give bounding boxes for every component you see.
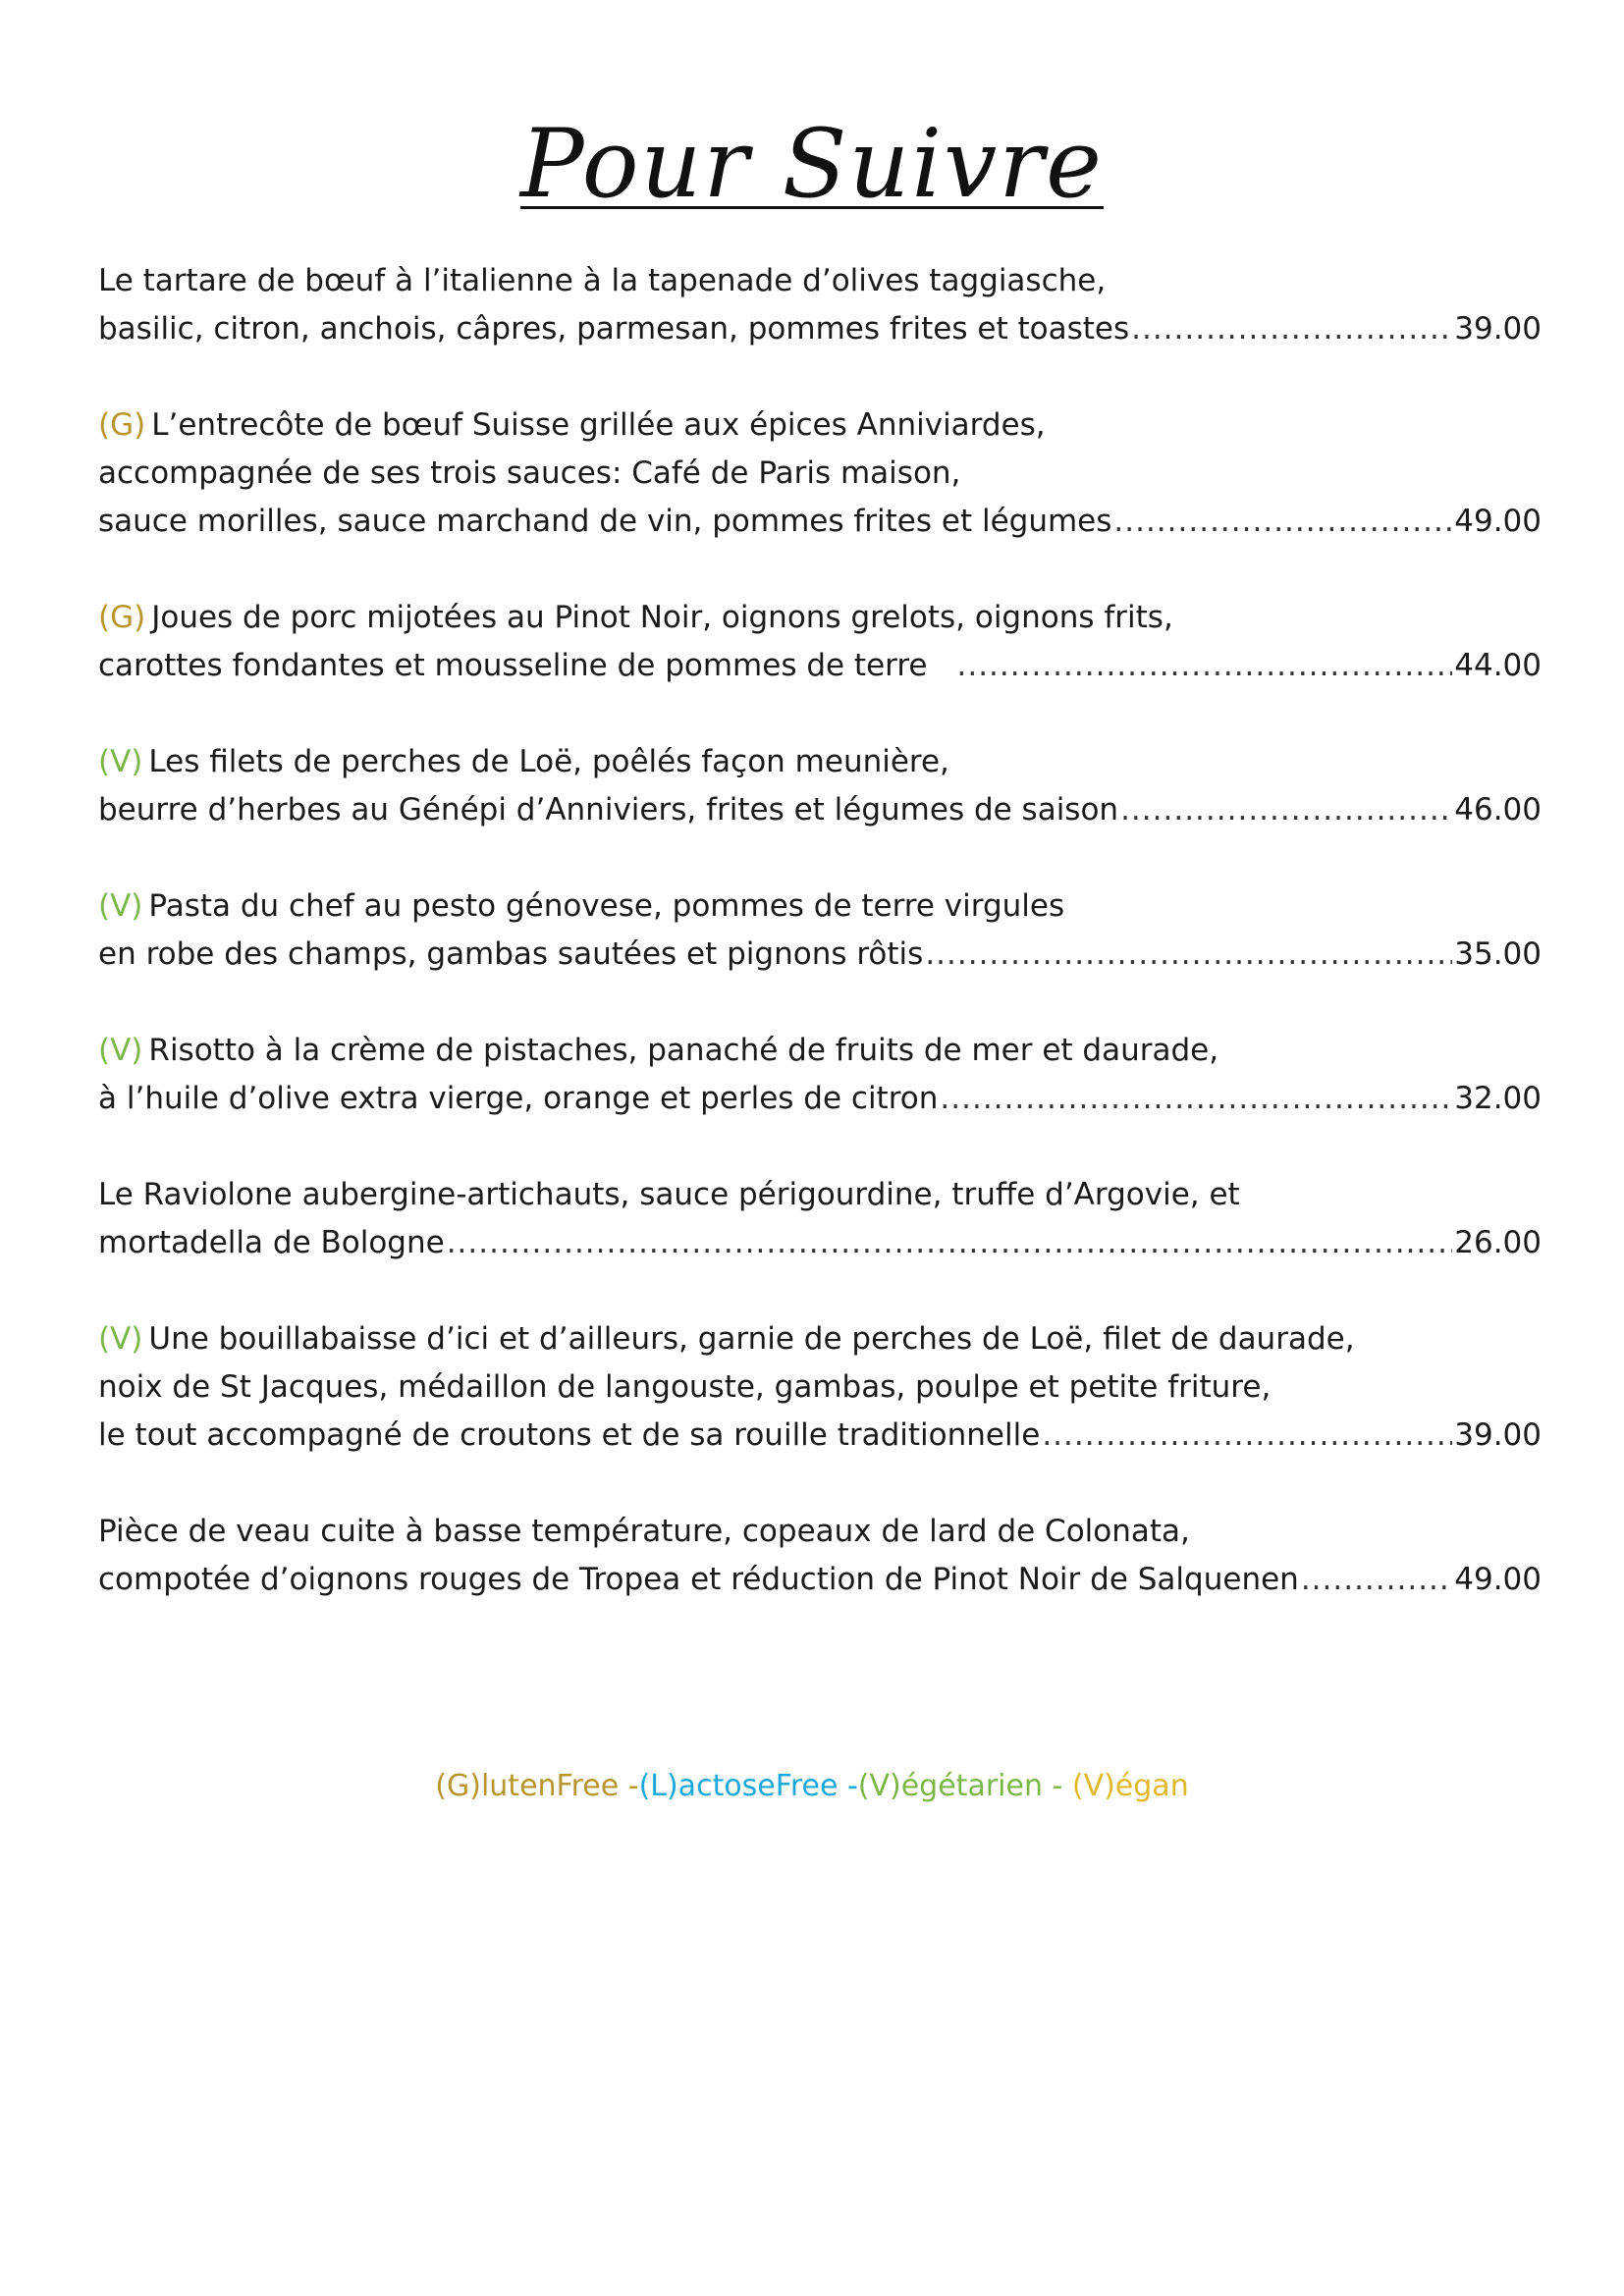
dish-description-line: basilic, citron, anchois, câpres, parmesan, pommes frites et toastes — [98, 311, 1130, 347]
menu-item — [98, 882, 1542, 979]
gluten-free-tag: (G) — [98, 600, 146, 635]
dish-description-line: (V) Pasta du chef au pesto génovese, pommes de terre virgules — [98, 888, 1065, 924]
dish-description-line: le tout accompagné de croutons et de sa rouille traditionnelle — [98, 1417, 1041, 1453]
menu-item — [98, 1315, 1542, 1460]
dish-price-line — [98, 931, 1542, 979]
dot-leader — [1042, 1412, 1452, 1460]
dietary-legend — [0, 1767, 1624, 1806]
menu-list — [98, 257, 1542, 1652]
dish-price-line — [98, 305, 1542, 353]
dish-price: 32.00 — [1454, 1081, 1542, 1116]
dish-description-line: (V) Risotto à la crème de pistaches, panaché de fruits de mer et daurade, — [98, 1033, 1219, 1068]
gluten-free-tag: (G) — [98, 407, 146, 443]
dish-price: 35.00 — [1454, 936, 1542, 972]
dish-price-line — [98, 1075, 1542, 1123]
legend-gluten-free: (G)lutenFree - — [435, 1769, 639, 1803]
dish-description-line: Le tartare de bœuf à l’italienne à la tapenade d’olives taggiasche, — [98, 263, 1107, 298]
dish-price: 39.00 — [1454, 311, 1542, 347]
dish-description-line: Le Raviolone aubergine-artichauts, sauce périgourdine, truffe d’Argovie, et — [98, 1177, 1240, 1212]
dish-price-line — [98, 642, 1542, 690]
dish-description-line: Pièce de veau cuite à basse température, copeaux de lard de Colonata, — [98, 1514, 1190, 1549]
vegetarian-tag: (V) — [98, 1321, 143, 1357]
dish-description-line: (V) Les filets de perches de Loë, poêlés façon meunière, — [98, 744, 949, 779]
dish-description-line: sauce morilles, sauce marchand de vin, pommes frites et légumes — [98, 504, 1112, 539]
legend-lactose-free: (L)actoseFree - — [638, 1769, 858, 1803]
dot-leader — [925, 931, 1452, 979]
dish-description-line: mortadella de Bologne — [98, 1225, 445, 1260]
dish-price: 39.00 — [1454, 1417, 1542, 1453]
vegetarian-tag: (V) — [98, 744, 143, 779]
dot-leader — [1131, 305, 1452, 353]
menu-item — [98, 1171, 1542, 1267]
dish-description-line: beurre d’herbes au Génépi d’Anniviers, frites et légumes de saison — [98, 792, 1119, 828]
dish-description-line: en robe des champs, gambas sautées et pignons rôtis — [98, 936, 924, 972]
dish-price-line — [98, 1219, 1542, 1267]
dish-description-line: noix de St Jacques, médaillon de langouste, gambas, poulpe et petite friture, — [98, 1369, 1272, 1405]
dish-price: 49.00 — [1454, 1562, 1542, 1597]
menu-item — [98, 1508, 1542, 1604]
page-title: Pour Suivre — [520, 109, 1104, 219]
menu-item — [98, 738, 1542, 834]
dot-leader — [940, 1075, 1452, 1123]
dot-leader — [1113, 498, 1452, 546]
legend-vegetarian: (V)égétarien - — [857, 1769, 1072, 1803]
dot-leader — [447, 1219, 1453, 1267]
legend-vegan: (V)égan — [1071, 1769, 1189, 1803]
menu-item — [98, 257, 1542, 353]
dish-price: 46.00 — [1454, 792, 1542, 828]
menu-item — [98, 1027, 1542, 1123]
dot-leader — [1301, 1556, 1452, 1604]
dish-description-line: à l’huile d’olive extra vierge, orange et perles de citron — [98, 1081, 939, 1116]
dish-price-line — [98, 786, 1542, 834]
dish-description-line: carottes fondantes et mousseline de pommes de terre — [98, 648, 928, 683]
dish-description-line: (G) L’entrecôte de bœuf Suisse grillée aux épices Anniviardes, — [98, 407, 1046, 443]
menu-item — [98, 401, 1542, 546]
vegetarian-tag: (V) — [98, 888, 143, 924]
dish-price-line — [98, 1412, 1542, 1460]
dish-price: 44.00 — [1454, 648, 1542, 683]
dish-price-line — [98, 1556, 1542, 1604]
dish-price-line — [98, 498, 1542, 546]
menu-item — [98, 594, 1542, 690]
dish-price: 26.00 — [1454, 1225, 1542, 1260]
dish-description-line: accompagnée de ses trois sauces: Café de Paris maison, — [98, 455, 961, 491]
dot-leader — [957, 642, 1453, 690]
dish-description-line: compotée d’oignons rouges de Tropea et réduction de Pinot Noir de Salquenen — [98, 1562, 1299, 1597]
dish-price: 49.00 — [1454, 504, 1542, 539]
dish-description-line: (V) Une bouillabaisse d’ici et d’ailleurs, garnie de perches de Loë, filet de daurade, — [98, 1321, 1355, 1357]
dish-description-line: (G) Joues de porc mijotées au Pinot Noir, oignons grelots, oignons frits, — [98, 600, 1173, 635]
vegetarian-tag: (V) — [98, 1033, 143, 1068]
dot-leader — [1120, 786, 1452, 834]
